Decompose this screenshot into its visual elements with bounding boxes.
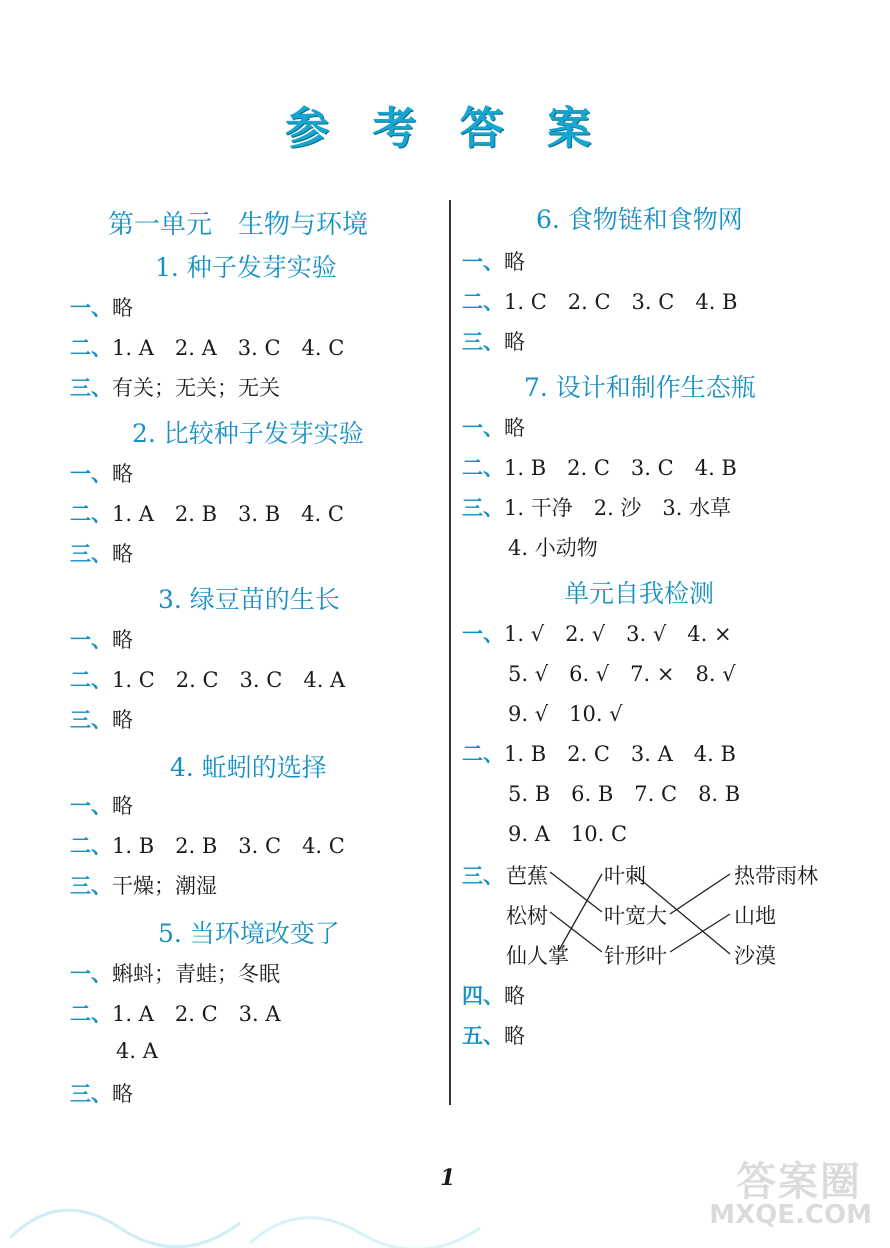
match-leaf: 叶宽大 [604, 904, 667, 928]
answer-line [70, 704, 133, 734]
question-mark: 三、 [462, 863, 504, 888]
question-mark: 二、 [70, 1001, 112, 1026]
answer-line [462, 326, 525, 356]
answer-text: 5. √ 6. √ 7. × 8. √ [508, 662, 736, 686]
answer-text: 干燥；潮湿 [112, 874, 217, 898]
answer-line [70, 790, 133, 820]
page-number: 1 [440, 1165, 456, 1191]
answer-line [70, 458, 133, 488]
answer-text: 有关；无关；无关 [112, 376, 280, 400]
answer-line [70, 538, 133, 568]
question-mark: 二、 [70, 833, 112, 858]
match-leaf: 针形叶 [604, 944, 667, 968]
swirl-shape [10, 1210, 240, 1247]
question-mark: 四、 [462, 983, 504, 1008]
answer-line [462, 286, 737, 316]
page-title: 参 考 答 案 [285, 103, 605, 154]
answer-line [70, 498, 344, 528]
answer-text: 略 [112, 628, 133, 652]
section-heading: 6. 食物链和食物网 [536, 205, 743, 234]
answer-line [462, 452, 737, 482]
watermark-url: MXQE.COM [709, 1200, 872, 1230]
answer-text: 略 [112, 462, 133, 486]
question-mark: 一、 [70, 961, 112, 986]
answer-text: 1. A 2. B 3. B 4. C [112, 502, 344, 526]
match-habitat: 热带雨林 [734, 864, 818, 888]
answer-line [462, 492, 731, 522]
question-mark: 二、 [462, 741, 504, 766]
answer-text: 蝌蚪；青蛙；冬眠 [112, 962, 280, 986]
question-mark: 三、 [70, 873, 112, 898]
answer-text: 略 [504, 984, 525, 1008]
answer-line [70, 372, 280, 402]
question-mark: 一、 [70, 295, 112, 320]
answer-text: 9. A 10. C [508, 822, 628, 846]
answer-text: 4. A [116, 1039, 158, 1063]
decorative-swirls [0, 1168, 520, 1248]
question-mark: 五、 [462, 1023, 504, 1048]
answer-text: 略 [112, 1082, 133, 1106]
match-line [670, 874, 730, 914]
match-habitat: 沙漠 [734, 944, 776, 968]
question-mark: 二、 [462, 289, 504, 314]
question-mark: 二、 [70, 335, 112, 360]
answer-line [462, 1020, 525, 1050]
question-mark: 一、 [462, 415, 504, 440]
match-plant: 仙人掌 [506, 944, 569, 968]
answer-text: 略 [112, 708, 133, 732]
answer-text: 9. √ 10. √ [508, 702, 623, 726]
match-line [550, 872, 602, 912]
column-divider [449, 200, 451, 1105]
answer-line [70, 1078, 133, 1108]
answer-text: 1. 干净 2. 沙 3. 水草 [504, 496, 732, 520]
answer-line [462, 738, 736, 768]
match-plant: 芭蕉 [506, 864, 548, 888]
watermark-logo: 答案圈 [736, 1159, 862, 1205]
match-line [550, 912, 602, 952]
answer-line [70, 958, 280, 988]
answer-text: 略 [504, 1024, 525, 1048]
answer-text: 1. A 2. A 3. C 4. C [112, 336, 345, 360]
match-leaf: 叶刺 [604, 864, 646, 888]
answer-text: 略 [112, 542, 133, 566]
answer-line [508, 778, 740, 808]
answer-line [70, 870, 217, 900]
question-mark: 三、 [462, 329, 504, 354]
answer-line [116, 1038, 158, 1063]
match-plant: 松树 [506, 904, 548, 928]
answer-text: 略 [504, 416, 525, 440]
answer-text: 略 [112, 794, 133, 818]
unit-title: 第一单元 生物与环境 [108, 210, 369, 240]
question-mark: 一、 [70, 461, 112, 486]
answer-text: 1. C 2. C 3. C 4. A [112, 668, 346, 692]
answer-line [462, 980, 525, 1010]
question-mark: 三、 [70, 541, 112, 566]
answer-line [508, 698, 623, 728]
section-heading: 1. 种子发芽实验 [155, 253, 337, 282]
answer-text: 略 [504, 330, 525, 354]
answer-line [70, 292, 133, 322]
answer-text: 略 [112, 296, 133, 320]
answer-line [70, 664, 345, 694]
answer-text: 略 [504, 250, 525, 274]
answer-line [70, 332, 344, 362]
question-mark: 二、 [462, 455, 504, 480]
matching-lines [462, 850, 842, 980]
question-mark: 一、 [70, 793, 112, 818]
answer-line [70, 624, 133, 654]
question-mark: 一、 [70, 627, 112, 652]
answer-line [508, 818, 627, 848]
section-heading: 7. 设计和制作生态瓶 [524, 373, 756, 402]
answer-line [508, 532, 598, 562]
answer-line [462, 246, 525, 276]
answer-text: 1. A 2. C 3. A [112, 1002, 281, 1026]
answer-text: 1. B 2. C 3. A 4. B [504, 742, 736, 766]
answer-line [462, 412, 525, 442]
section-heading: 4. 蚯蚓的选择 [170, 753, 327, 782]
section-heading: 单元自我检测 [564, 579, 715, 608]
question-mark: 二、 [70, 501, 112, 526]
answer-line [462, 618, 732, 648]
question-mark: 三、 [70, 1081, 112, 1106]
site-watermark [692, 1150, 872, 1230]
answer-text: 5. B 6. B 7. C 8. B [508, 782, 741, 806]
swirl-shape [250, 1218, 480, 1248]
question-mark: 一、 [462, 249, 504, 274]
match-line [558, 874, 602, 952]
answer-text: 1. C 2. C 3. C 4. B [504, 290, 738, 314]
section-heading: 2. 比较种子发芽实验 [132, 419, 364, 448]
question-mark: 一、 [462, 621, 504, 646]
match-habitat: 山地 [734, 904, 776, 928]
answer-line [508, 658, 736, 688]
answer-text: 4. 小动物 [508, 536, 598, 560]
answer-text: 1. B 2. C 3. C 4. B [504, 456, 737, 480]
answer-text: 1. √ 2. √ 3. √ 4. × [504, 622, 732, 646]
question-mark: 三、 [70, 707, 112, 732]
match-line [634, 874, 730, 954]
question-mark: 二、 [70, 667, 112, 692]
question-mark: 三、 [462, 495, 504, 520]
answer-line [70, 998, 281, 1028]
answer-line [70, 830, 345, 860]
question-mark: 三、 [70, 375, 112, 400]
section-heading: 5. 当环境改变了 [158, 919, 340, 948]
section-heading: 3. 绿豆苗的生长 [158, 585, 340, 614]
answer-text: 1. B 2. B 3. C 4. C [112, 834, 345, 858]
